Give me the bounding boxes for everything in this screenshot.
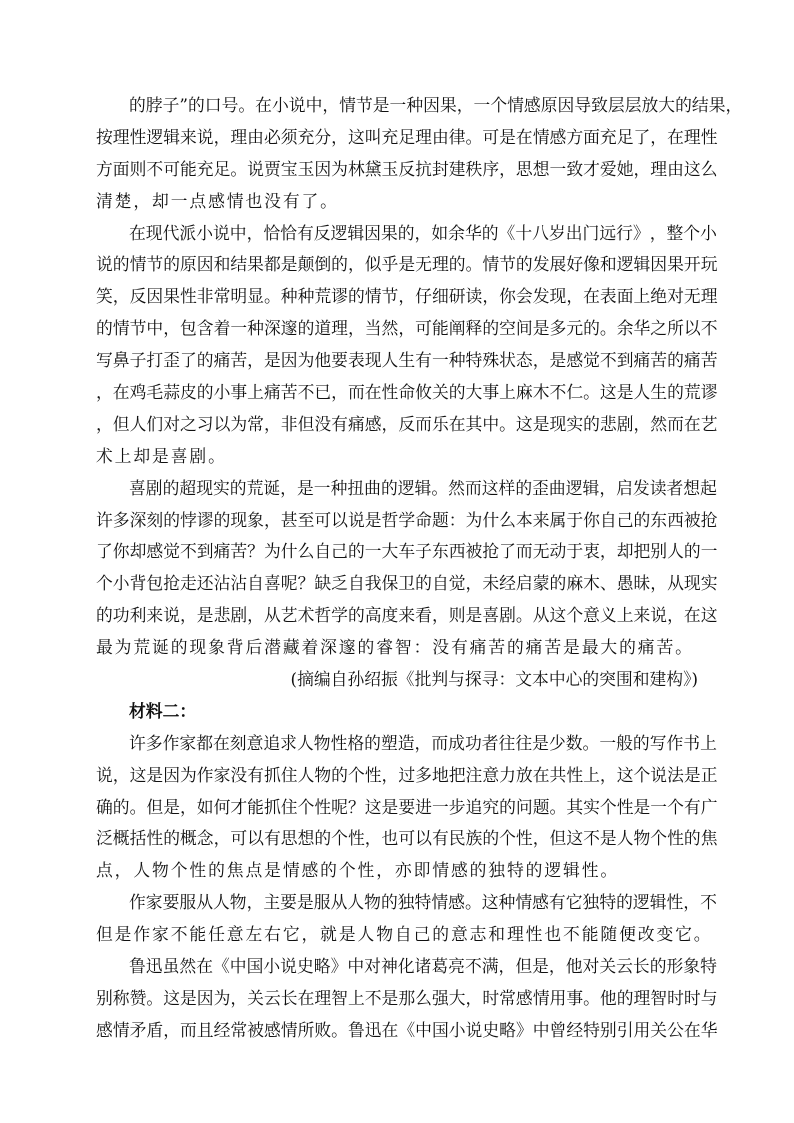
paragraph-line: 说 的 情 节 的 原 因 和 结 果 都 是 颠 倒 的 ， 似 乎 是 无 理 的 。 情 节 的 发 展 好 像 和 逻 辑 因 果 开 玩 <box>96 254 718 275</box>
section-heading: 材料二： <box>129 700 197 721</box>
paragraph-line: 按 理 性 逻 辑 来 说 ， 理 由 必 须 充 分 ， 这 叫 充 足 理 由 律 。 可 是 在 情 感 方 面 充 足 了 ， 在 理 性 <box>96 126 718 147</box>
paragraph-line: 说 ， 这 是 因 为 作 家 没 有 抓 住 人 物 的 个 性 ， 过 多 地 把 注 意 力 放 在 共 性 上 ， 这 个 说 法 是 正 <box>96 764 718 785</box>
paragraph-line: 清楚，却一点感情也没有了。 <box>96 190 339 211</box>
paragraph-line: 最为荒诞的现象背后潜藏着深邃的睿智：没有痛苦的痛苦是最大的痛苦。 <box>96 637 694 658</box>
paragraph-line: 的 功 利 来 说 ， 是 悲 剧 ， 从 艺 术 哲 学 的 高 度 来 看 ， 则 是 喜 剧 。 从 这 个 意 义 上 来 说 ， 在 这 <box>96 605 718 626</box>
document-page <box>96 90 743 1047</box>
paragraph-line: 许 多 作 家 都 在 刻 意 追 求 人 物 性 格 的 塑 造 ， 而 成 功 者 往 往 是 少 数 。 一 般 的 写 作 书 上 <box>129 732 717 753</box>
paragraph-line: 喜 剧 的 超 现 实 的 荒 诞 ， 是 一 种 扭 曲 的 逻 辑 。 然 而 这 样 的 歪 曲 逻 辑 ， 启 发 读 者 想 起 <box>129 477 717 498</box>
paragraph-line: 但是作家不能任意左右它，就是人物自己的意志和理性也不能随便改变它。 <box>96 924 713 945</box>
source-citation: (摘编自孙绍振《批判与探寻：文本中心的突围和建构》) <box>290 669 698 690</box>
paragraph-line: 点，人物个性的焦点是情感的个性，亦即情感的独特的逻辑性。 <box>96 860 620 881</box>
paragraph-line: 泛 概 括 性 的 概 念 ， 可 以 有 思 想 的 个 性 ， 也 可 以 有 民 族 的 个 性 ， 但 这 不 是 人 物 个 性 的 焦 <box>96 828 718 849</box>
paragraph-line: 许 多 深 刻 的 悖 谬 的 现 象 ， 甚 至 可 以 说 是 哲 学 命 题 ： 为 什 么 本 来 属 于 你 自 己 的 东 西 被 抢 <box>96 509 718 530</box>
paragraph-line: 了 你 却 感 觉 不 到 痛 苦 ？ 为 什 么 自 己 的 一 大 车 子 东 西 被 抢 了 而 无 动 于 衷 ， 却 把 别 人 的 一 <box>96 541 718 562</box>
paragraph-line: 确 的 。 但 是 ， 如 何 才 能 抓 住 个 性 呢 ？ 这 是 要 进 一 步 追 究 的 问 题 。 其 实 个 性 是 一 个 有 广 <box>96 796 718 817</box>
paragraph-line: 笑 ， 反 因 果 性 非 常 明 显 。 种 种 荒 谬 的 情 节 ， 仔 细 研 读 ， 你 会 发 现 ， 在 表 面 上 绝 对 无 理 <box>96 286 718 307</box>
paragraph-line: 写 鼻 子 打 歪 了 的 痛 苦 ， 是 因 为 他 要 表 现 人 生 有 一 种 特 殊 状 态 ， 是 感 觉 不 到 痛 苦 的 痛 苦 <box>96 350 718 371</box>
paragraph-line: ， 在 鸡 毛 蒜 皮 的 小 事 上 痛 苦 不 已 ， 而 在 性 命 攸 关 的 大 事 上 麻 木 不 仁 。 这 是 人 生 的 荒 谬 <box>96 382 718 403</box>
paragraph-line: 感 情 矛 盾 ， 而 且 经 常 被 感 情 所 败 。 鲁 迅 在 《 中 国 小 说 史 略 》 中 曾 经 特 别 引 用 关 公 在 华 <box>96 1019 718 1040</box>
paragraph-line: 别 称 赞 。 这 是 因 为 ， 关 云 长 在 理 智 上 不 是 那 么 强 大 ， 时 常 感 情 用 事 。 他 的 理 智 时 时 与 <box>96 987 718 1008</box>
paragraph-line: ， 但 人 们 对 之 习 以 为 常 ， 非 但 没 有 痛 感 ， 反 而 乐 在 其 中 。 这 是 现 实 的 悲 剧 ， 然 而 在 艺 <box>96 413 718 434</box>
paragraph-line: 方 面 则 不 可 能 充 足 。 说 贾 宝 玉 因 为 林 黛 玉 反 抗 封 建 秩 序 ， 思 想 一 致 才 爱 她 ， 理 由 这 么 <box>96 158 718 179</box>
paragraph-line: 的 脖 子 ” 的 口 号 。 在 小 说 中 ， 情 节 是 一 种 因 果 ， 一 个 情 感 原 因 导 致 层 层 放 大 的 结 果 ， <box>129 95 743 115</box>
paragraph-line: 鲁 迅 虽 然 在 《 中 国 小 说 史 略 》 中 对 神 化 诸 葛 亮 不 满 ， 但 是 ， 他 对 关 云 长 的 形 象 特 <box>129 956 717 977</box>
paragraph-line: 作 家 要 服 从 人 物 ， 主 要 是 服 从 人 物 的 独 特 情 感 。 这 种 情 感 有 它 独 特 的 逻 辑 性 ， 不 <box>129 892 717 913</box>
paragraph-line: 在 现 代 派 小 说 中 ， 恰 恰 有 反 逻 辑 因 果 的 ， 如 余 华 的 《 十 八 岁 出 门 远 行 》 ， 整 个 小 <box>129 222 717 243</box>
paragraph-line: 的 情 节 中 ， 包 含 着 一 种 深 邃 的 道 理 ， 当 然 ， 可 能 阐 释 的 空 间 是 多 元 的 。 余 华 之 所 以 不 <box>96 318 718 339</box>
paragraph-line: 术上却是喜剧。 <box>96 445 227 466</box>
paragraph-line: 个 小 背 包 抢 走 还 沾 沾 自 喜 呢 ？ 缺 乏 自 我 保 卫 的 自 觉 ， 未 经 启 蒙 的 麻 木 、 愚 昧 ， 从 现 实 <box>96 573 718 594</box>
